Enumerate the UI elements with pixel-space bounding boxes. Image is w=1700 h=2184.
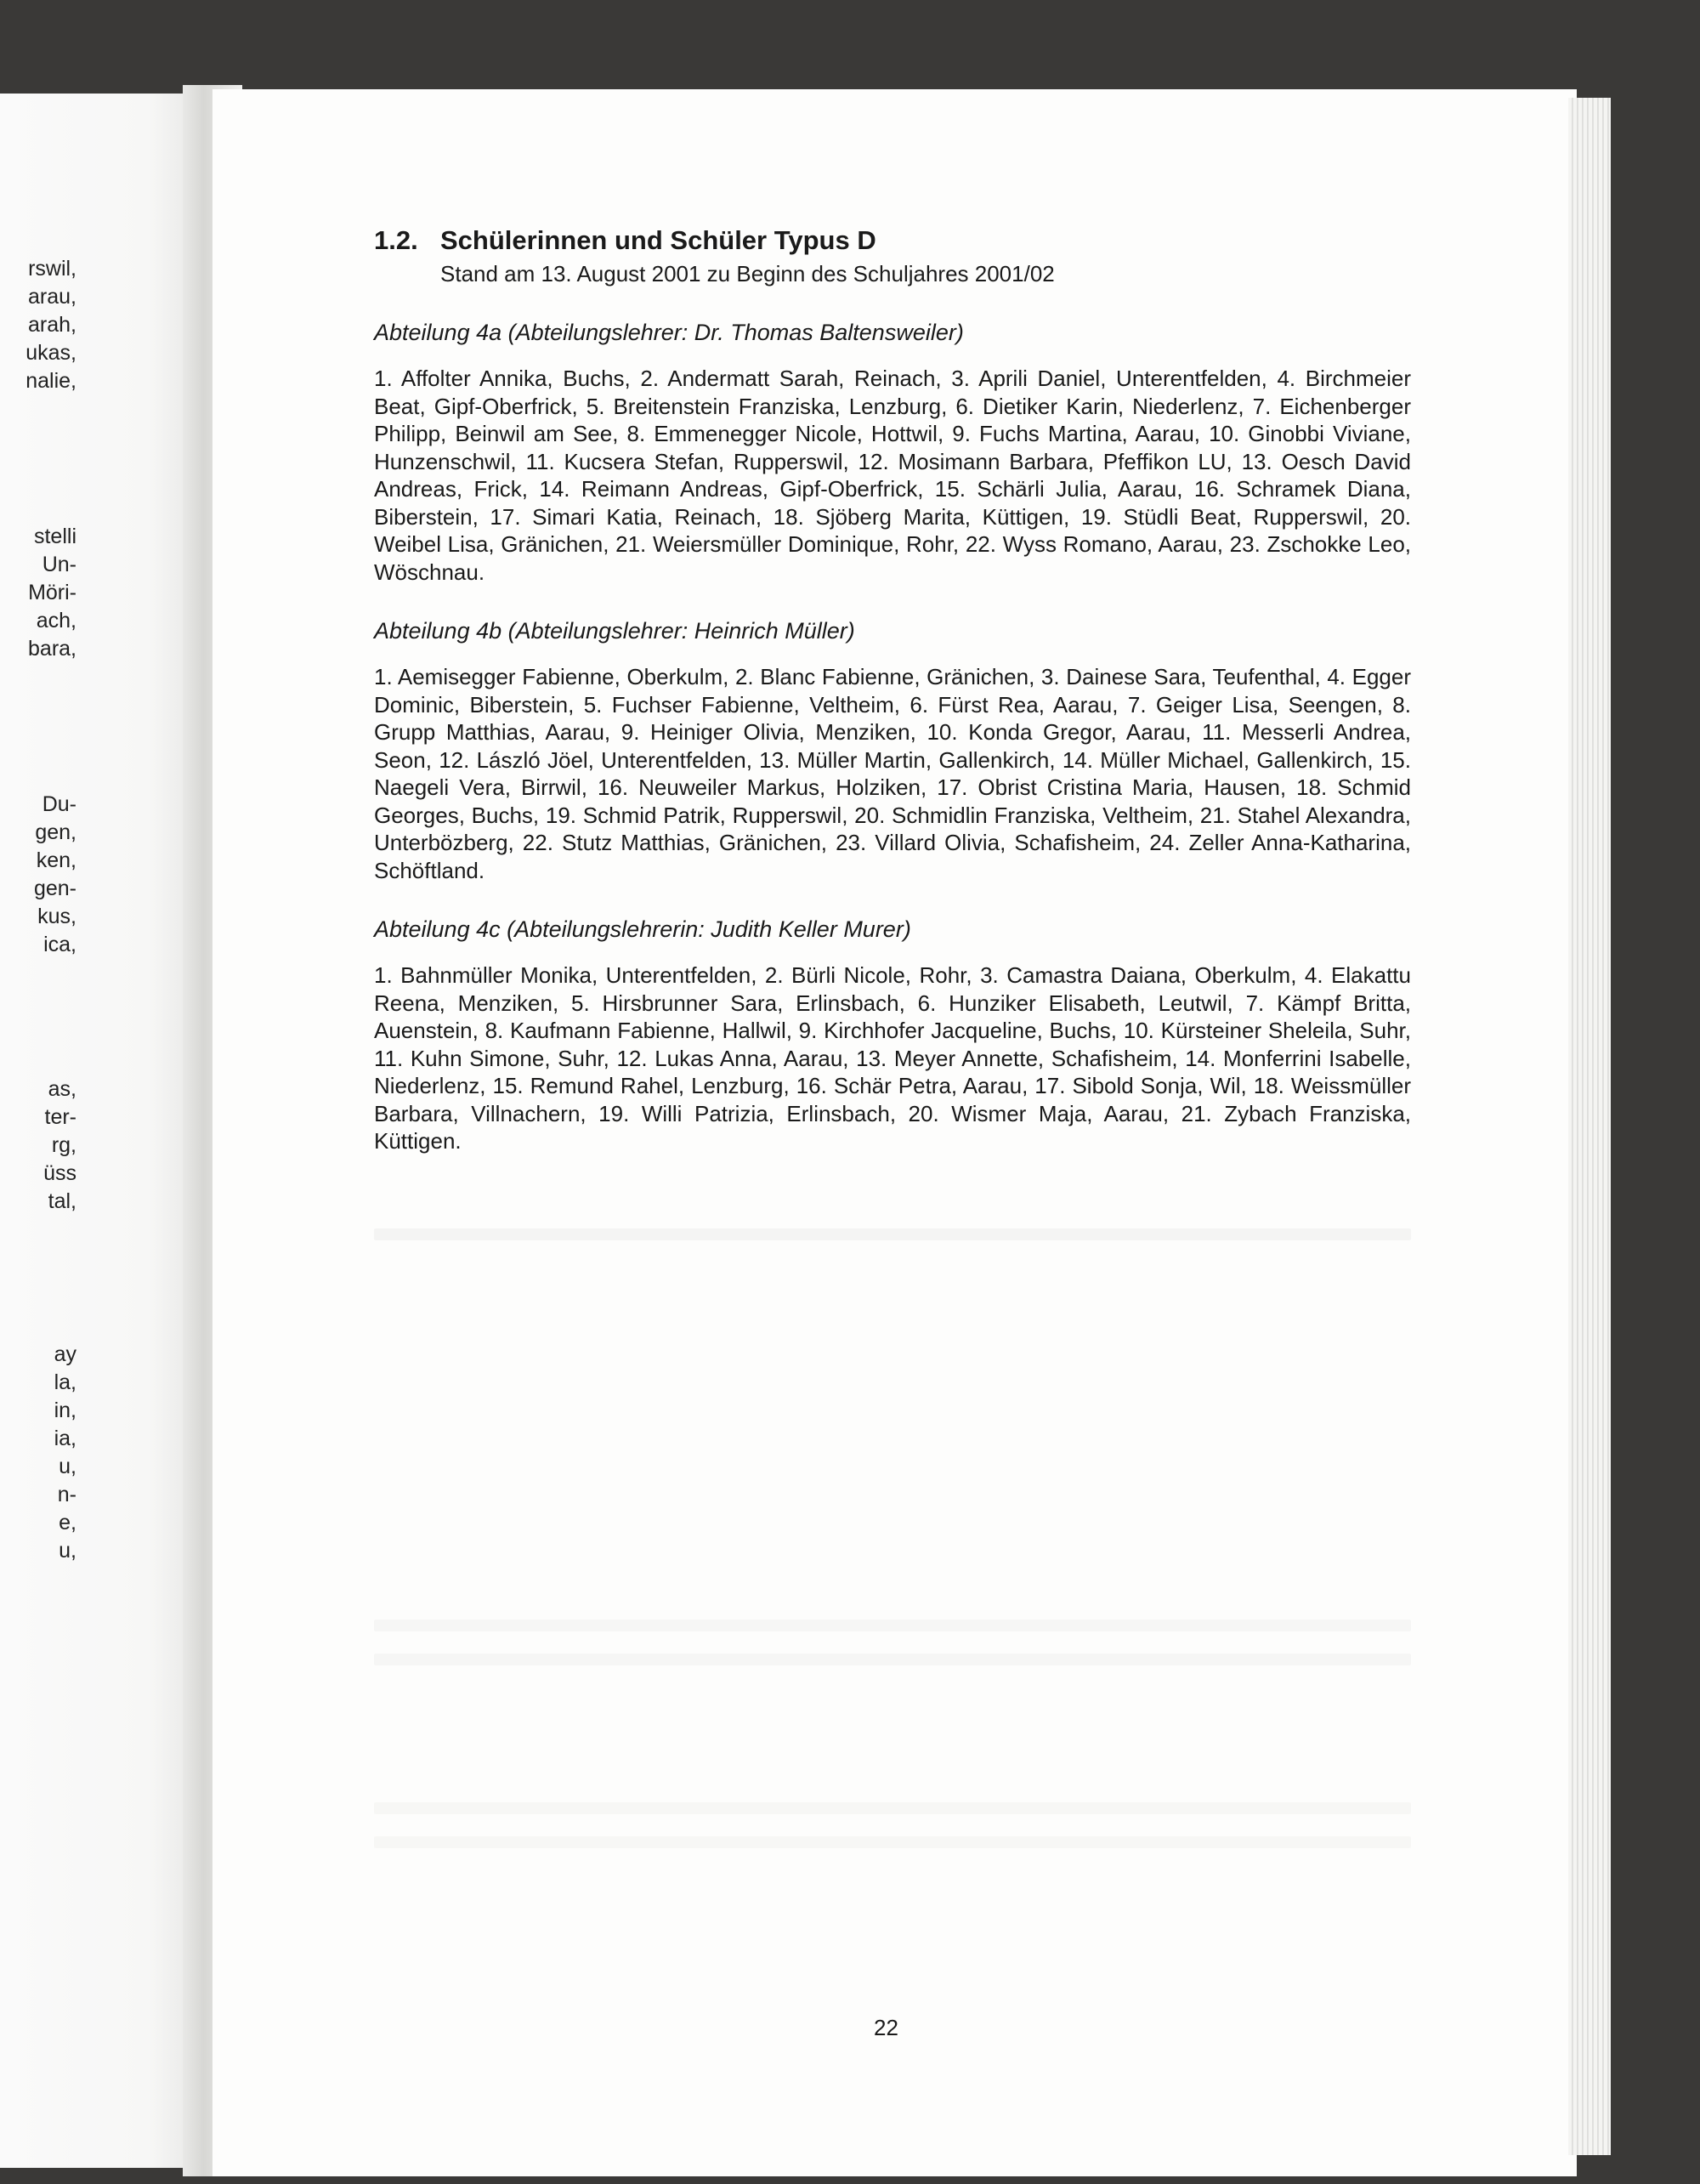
show-through-line (374, 1654, 1411, 1665)
facing-page-fragment: gen, (35, 820, 76, 844)
facing-page-fragment: u, (59, 1539, 76, 1563)
class-group-4a (374, 320, 1411, 586)
facing-page-fragment: kus, (37, 905, 76, 928)
facing-page-text-fragments (0, 94, 76, 2168)
facing-page-fragment: Un- (42, 553, 76, 576)
facing-page-fragment: la, (54, 1370, 76, 1394)
facing-page-fragment: n- (57, 1483, 76, 1506)
facing-page-fragment: e, (59, 1511, 76, 1534)
show-through-line (374, 1802, 1411, 1814)
class-group-4c (374, 916, 1411, 1155)
facing-page-fragment: arau, (28, 285, 76, 309)
facing-page-fragment: nalie, (26, 369, 76, 393)
facing-page-fragment: u, (59, 1455, 76, 1478)
student-list: 1. Affolter Annika, Buchs, 2. Andermatt Sarah, Reinach, 3. Aprili Daniel, Unterentfelden, 4. Birchmeier Beat, Gipf-Oberfrick, 5. Breitenstein Franziska, Lenzburg, 6. Dietiker Karin, Niederlenz, 7. Eichenberger Philipp, Beinwil am See, 8. Emmenegger Nicole, Hottwil, 9. Fuchs Martina, Aarau, 10. Ginobbi Viviane, Hunzenschwil, 11. Kucsera Stefan, Rupperswil, 12. Mosimann Barbara, Pfeffikon LU, 13. Oesch David Andreas, Frick, 14. Reimann Andreas, Gipf-Oberfrick, 15. Schärli Julia, Aarau, 16. Schramek Diana, Biberstein, 17. Simari Katia, Reinach, 18. Sjöberg Marita, Küttigen, 19. Stüdli Beat, Rupperswil, 20. Weibel Lisa, Gränichen, 21. Weiersmüller Dominique, Rohr, 22. Wyss Romano, Aarau, 23. Zschokke Leo, Wöschnau. (374, 366, 1411, 585)
student-list: 1. Bahnmüller Monika, Unterentfelden, 2. Bürli Nicole, Rohr, 3. Camastra Daiana, Oberkulm, 4. Elakattu Reena, Menziken, 5. Hirsbrunner Sara, Erlinsbach, 6. Hunziker Elisabeth, Leutwil, 7. Kämpf Britta, Auenstein, 8. Kaufmann Fabienne, Hallwil, 9. Kirchhofer Jacqueline, Buchs, 10. Kürsteiner Sheleila, Suhr, 11. Kuhn Simone, Suhr, 12. Lukas Anna, Aarau, 13. Meyer Annette, Schafisheim, 14. Monferrini Isabelle, Niederlenz, 15. Remund Rahel, Lenzburg, 16. Schär Petra, Aarau, 17. Sibold Sonja, Wil, 18. Weissmüller Barbara, Villnachern, 19. Willi Patrizia, Erlinsbach, 20. Wismer Maja, Aarau, 21. Zybach Franziska, Küttigen. (374, 962, 1411, 1154)
facing-page-fragment: rg, (51, 1133, 76, 1157)
page-edges (1568, 98, 1611, 2155)
facing-page-fragment: Du- (42, 792, 76, 816)
facing-page-fragment: üss (43, 1161, 76, 1185)
facing-page-fragment: Möri- (28, 581, 76, 604)
facing-page-fragment: stelli (33, 525, 76, 548)
facing-page-fragment: ia, (54, 1427, 76, 1450)
facing-page-fragment: ter- (44, 1105, 76, 1129)
facing-page-fragment: rswil, (28, 257, 76, 281)
section-heading (374, 225, 1411, 256)
facing-page-fragment: tal, (48, 1189, 76, 1213)
student-list: 1. Aemisegger Fabienne, Oberkulm, 2. Blanc Fabienne, Gränichen, 3. Dainese Sara, Teufenthal, 4. Egger Dominic, Biberstein, 5. Fuchser Fabienne, Veltheim, 6. Fürst Rea, Aarau, 7. Geiger Lisa, Seengen, 8. Grupp Matthias, Aarau, 9. Heiniger Olivia, Menziken, 10. Konda Gregor, Aarau, 11. Messerli Andrea, Seon, 12. László Jöel, Unterentfelden, 13. Müller Martin, Gallenkirch, 14. Müller Michael, Gallenkirch, 15. Naegeli Vera, Birrwil, 16. Neuweiler Markus, Holziken, 17. Obrist Cristina Maria, Hausen, 18. Schmid Georges, Buchs, 19. Schmid Patrik, Rupperswil, 20. Schmidlin Franziska, Veltheim, 21. Stahel Alexandra, Unterbözberg, 22. Stutz Matthias, Gränichen, 23. Villard Olivia, Schafisheim, 24. Zeller Anna-Katharina, Schöftland. (374, 664, 1411, 883)
class-group-4b (374, 618, 1411, 884)
section-number: 1.2. (374, 225, 418, 255)
section-title: Schülerinnen und Schüler Typus D (440, 225, 876, 255)
section-subtitle: Stand am 13. August 2001 zu Beginn des Schuljahres 2001/02 (440, 261, 1055, 286)
facing-page-fragment: bara, (28, 637, 76, 661)
facing-page-fragment: in, (54, 1398, 76, 1422)
page-content (374, 225, 1411, 1155)
show-through-line (374, 1836, 1411, 1848)
facing-page-fragment: ukas, (26, 341, 76, 365)
facing-page-fragment: gen- (33, 876, 76, 900)
show-through-line (374, 1228, 1411, 1240)
show-through-line (374, 1620, 1411, 1631)
facing-page-fragment: arah, (28, 313, 76, 337)
facing-page-fragment: ach, (36, 609, 76, 633)
facing-page-fragment: ica, (43, 933, 76, 956)
page-number: 22 (874, 2015, 898, 2040)
group-title: Abteilung 4b (Abteilungslehrer: Heinrich Müller) (374, 618, 855, 644)
group-title: Abteilung 4a (Abteilungslehrer: Dr. Thomas Baltensweiler) (374, 320, 964, 345)
facing-page (0, 94, 212, 2168)
facing-page-fragment: ken, (36, 848, 76, 872)
facing-page-fragment: ay (54, 1342, 76, 1366)
group-title: Abteilung 4c (Abteilungslehrerin: Judith Keller Murer) (374, 916, 911, 942)
facing-page-fragment: as, (48, 1077, 76, 1101)
